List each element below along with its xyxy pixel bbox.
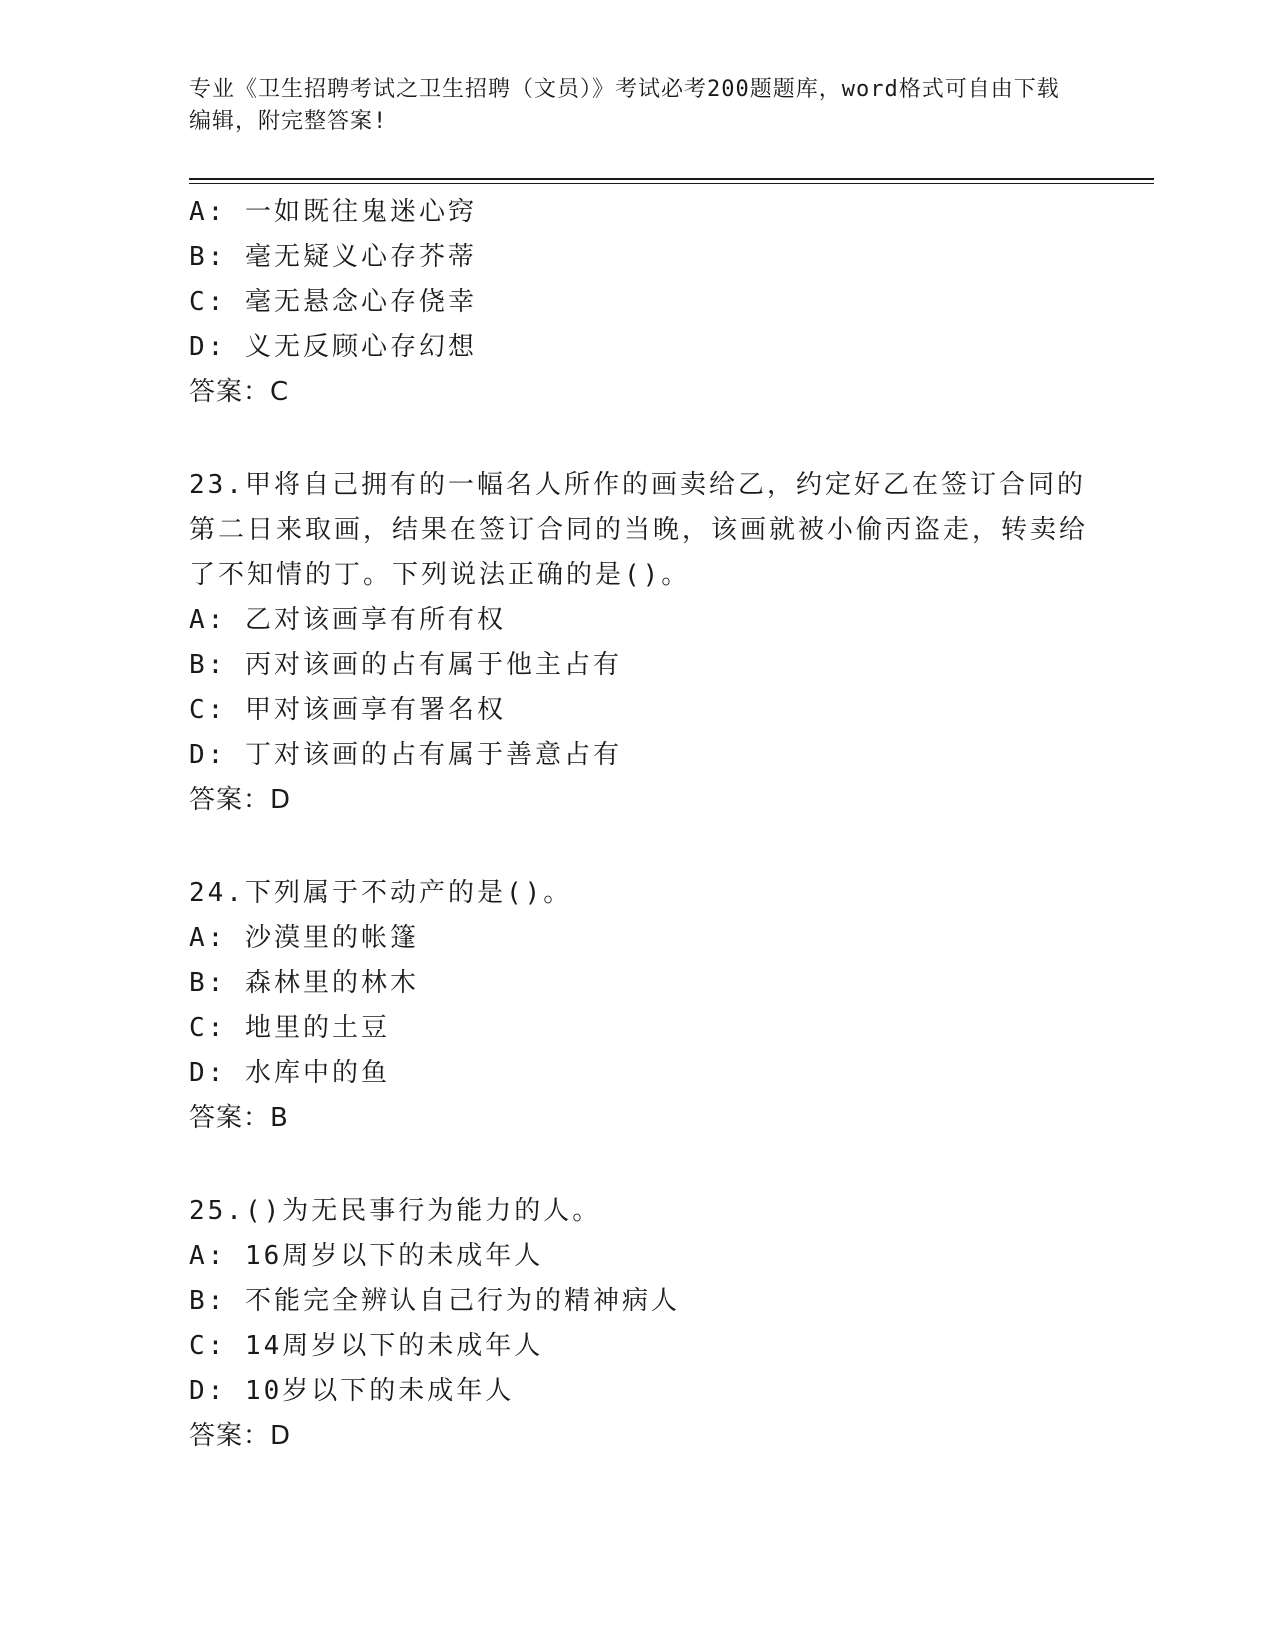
- question-gap: [189, 1141, 1149, 1189]
- question-stem: 23.甲将自己拥有的一幅名人所作的画卖给乙，约定好乙在签订合同的第二日来取画，结果在签订合同的当晚，该画就被小偷丙盗走，转卖给了不知情的丁。下列说法正确的是()。: [189, 470, 1089, 590]
- question-stem: 24.下列属于不动产的是()。: [189, 878, 573, 908]
- option-c: C: 毫无悬念心存侥幸: [189, 287, 477, 317]
- option-b: B: 不能完全辨认自己行为的精神病人: [189, 1286, 680, 1316]
- question-24: [189, 871, 1149, 1141]
- option-b: B: 毫无疑义心存芥蒂: [189, 242, 477, 272]
- answer-line: 答案：B: [189, 1103, 289, 1133]
- question-gap: [189, 823, 1149, 871]
- header-divider-thin: [189, 183, 1154, 184]
- question-25: [189, 1189, 1149, 1459]
- option-b: B: 森林里的林木: [189, 968, 419, 998]
- document-header: 专业《卫生招聘考试之卫生招聘（文员）》考试必考200题题库，word格式可自由下载编辑，附完整答案!: [189, 77, 1060, 134]
- option-c: C: 甲对该画享有署名权: [189, 695, 506, 725]
- question-stem: 25.()为无民事行为能力的人。: [189, 1196, 602, 1226]
- option-d: D: 10岁以下的未成年人: [189, 1376, 515, 1406]
- option-b: B: 丙对该画的占有属于他主占有: [189, 650, 622, 680]
- header-divider-thick: [189, 178, 1154, 180]
- option-c: C: 14周岁以下的未成年人: [189, 1331, 544, 1361]
- option-a: A: 沙漠里的帐篷: [189, 923, 419, 953]
- option-d: D: 水库中的鱼: [189, 1058, 390, 1088]
- option-d: D: 丁对该画的占有属于善意占有: [189, 740, 622, 770]
- option-a: A: 乙对该画享有所有权: [189, 605, 506, 635]
- option-d: D: 义无反顾心存幻想: [189, 332, 477, 362]
- question-gap: [189, 415, 1149, 463]
- option-a: A: 一如既往鬼迷心窍: [189, 197, 477, 227]
- option-c: C: 地里的土豆: [189, 1013, 390, 1043]
- option-a: A: 16周岁以下的未成年人: [189, 1241, 544, 1271]
- answer-line: 答案：D: [189, 785, 292, 815]
- question-23: [189, 463, 1149, 823]
- answer-line: 答案：C: [189, 377, 290, 407]
- question-list: [189, 190, 1149, 1459]
- answer-line: 答案：D: [189, 1421, 292, 1451]
- question-22: [189, 190, 1149, 415]
